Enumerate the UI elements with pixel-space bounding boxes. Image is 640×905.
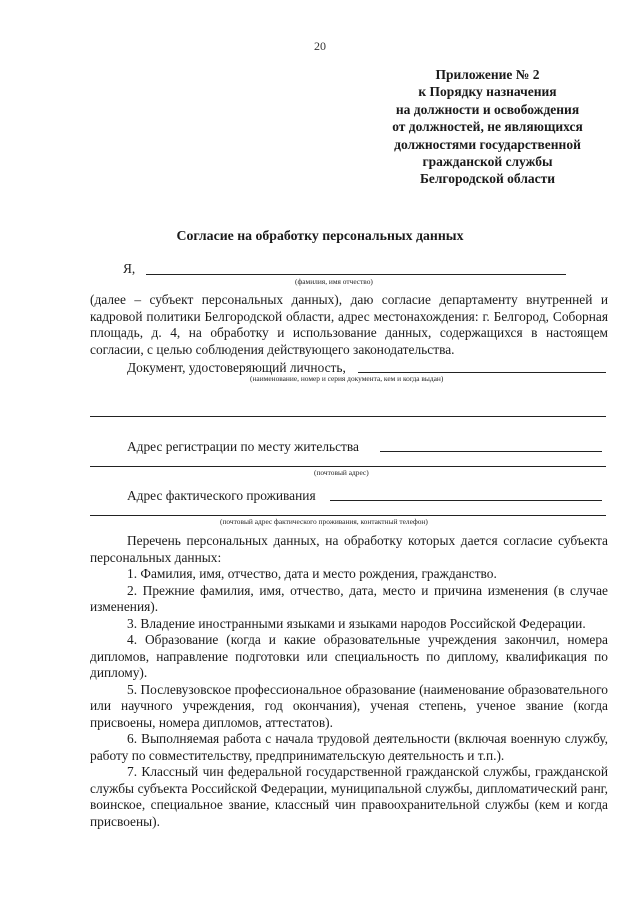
list-item: 1. Фамилия, имя, отчество, дата и место рождения, гражданство. [127,566,497,581]
list-item: 5. Послевузовское профессиональное образование (наименование образовательного или научного учреждения, год окончания), ученая степень, ученое звание (когда присвоены, номера дипломов, аттестатов). [90,681,608,730]
personal-data-list [90,533,608,830]
appendix-header [380,66,595,188]
list-item: 6. Выполняемая работа с начала трудовой деятельности (включая военную службу, работу по совместительству, предпринимательскую деятельность и т.п.). [90,731,608,763]
page-number: 20 [314,39,326,53]
list-item: 3. Владение иностранными языками и языками народов Российской Федерации. [127,615,586,631]
document-title: Согласие на обработку персональных данных [176,228,464,243]
list-item: 2. Прежние фамилия, имя, отчество, дата, место и причина изменения (в случае изменения). [90,582,608,614]
appendix-line: к Порядку назначения [418,84,557,100]
registration-label: Адрес регистрации по месту жительства [127,439,359,454]
registration-line-2 [90,466,606,467]
appendix-line: Белгородской области [419,171,556,187]
intro-paragraph: (далее – субъект персональных данных), даю согласие департаменту внутренней и кадровой политики Белгородской области, адрес местонахождения: г. Белгород, Соборная площадь, д. 4, на обработку и использование данных, содержащихся в настоящем согласии, с целью соблюдения действующего законодательства. [90,292,608,357]
actual-address-line [330,500,602,501]
appendix-line: гражданской службы [422,154,553,170]
ya-label: Я, [123,261,136,276]
appendix-line: от должностей, не являющихся [392,119,583,135]
document-caption: (наименование, номер и серия документа, кем и когда выдан) [250,374,444,383]
document-line-2 [90,416,606,417]
list-intro: Перечень персональных данных, на обработку которых дается согласие субъекта персональных данных: [90,533,608,565]
registration-caption: (почтовый адрес) [314,468,369,477]
appendix-line: Приложение № 2 [435,67,540,82]
actual-address-caption: (почтовый адрес фактического проживания, контактный телефон) [220,517,428,526]
appendix-line: должностями государственной [394,136,581,152]
registration-line [380,451,602,452]
appendix-line: на должности и освобождения [395,101,580,117]
list-item: 4. Образование (когда и какие образовательные учреждения закончил, номера дипломов, направление подготовки или специальность по диплому, квалификация по диплому). [90,632,608,680]
actual-address-label: Адрес фактического проживания [127,488,316,503]
actual-address-line-2 [90,515,606,516]
name-line [146,274,566,275]
list-item: 7. Классный чин федеральной государственной гражданской службы, гражданской службы субъекта Российской Федерации, муниципальной службы, дипломатический ранг, воинское, специальное звание, классный чин правоохранительной службы (кем и когда присвоены). [90,764,608,829]
name-caption: (фамилия, имя отчество) [295,277,373,286]
document-label: Документ, удостоверяющий личность, [127,360,346,375]
document-line [358,372,606,373]
